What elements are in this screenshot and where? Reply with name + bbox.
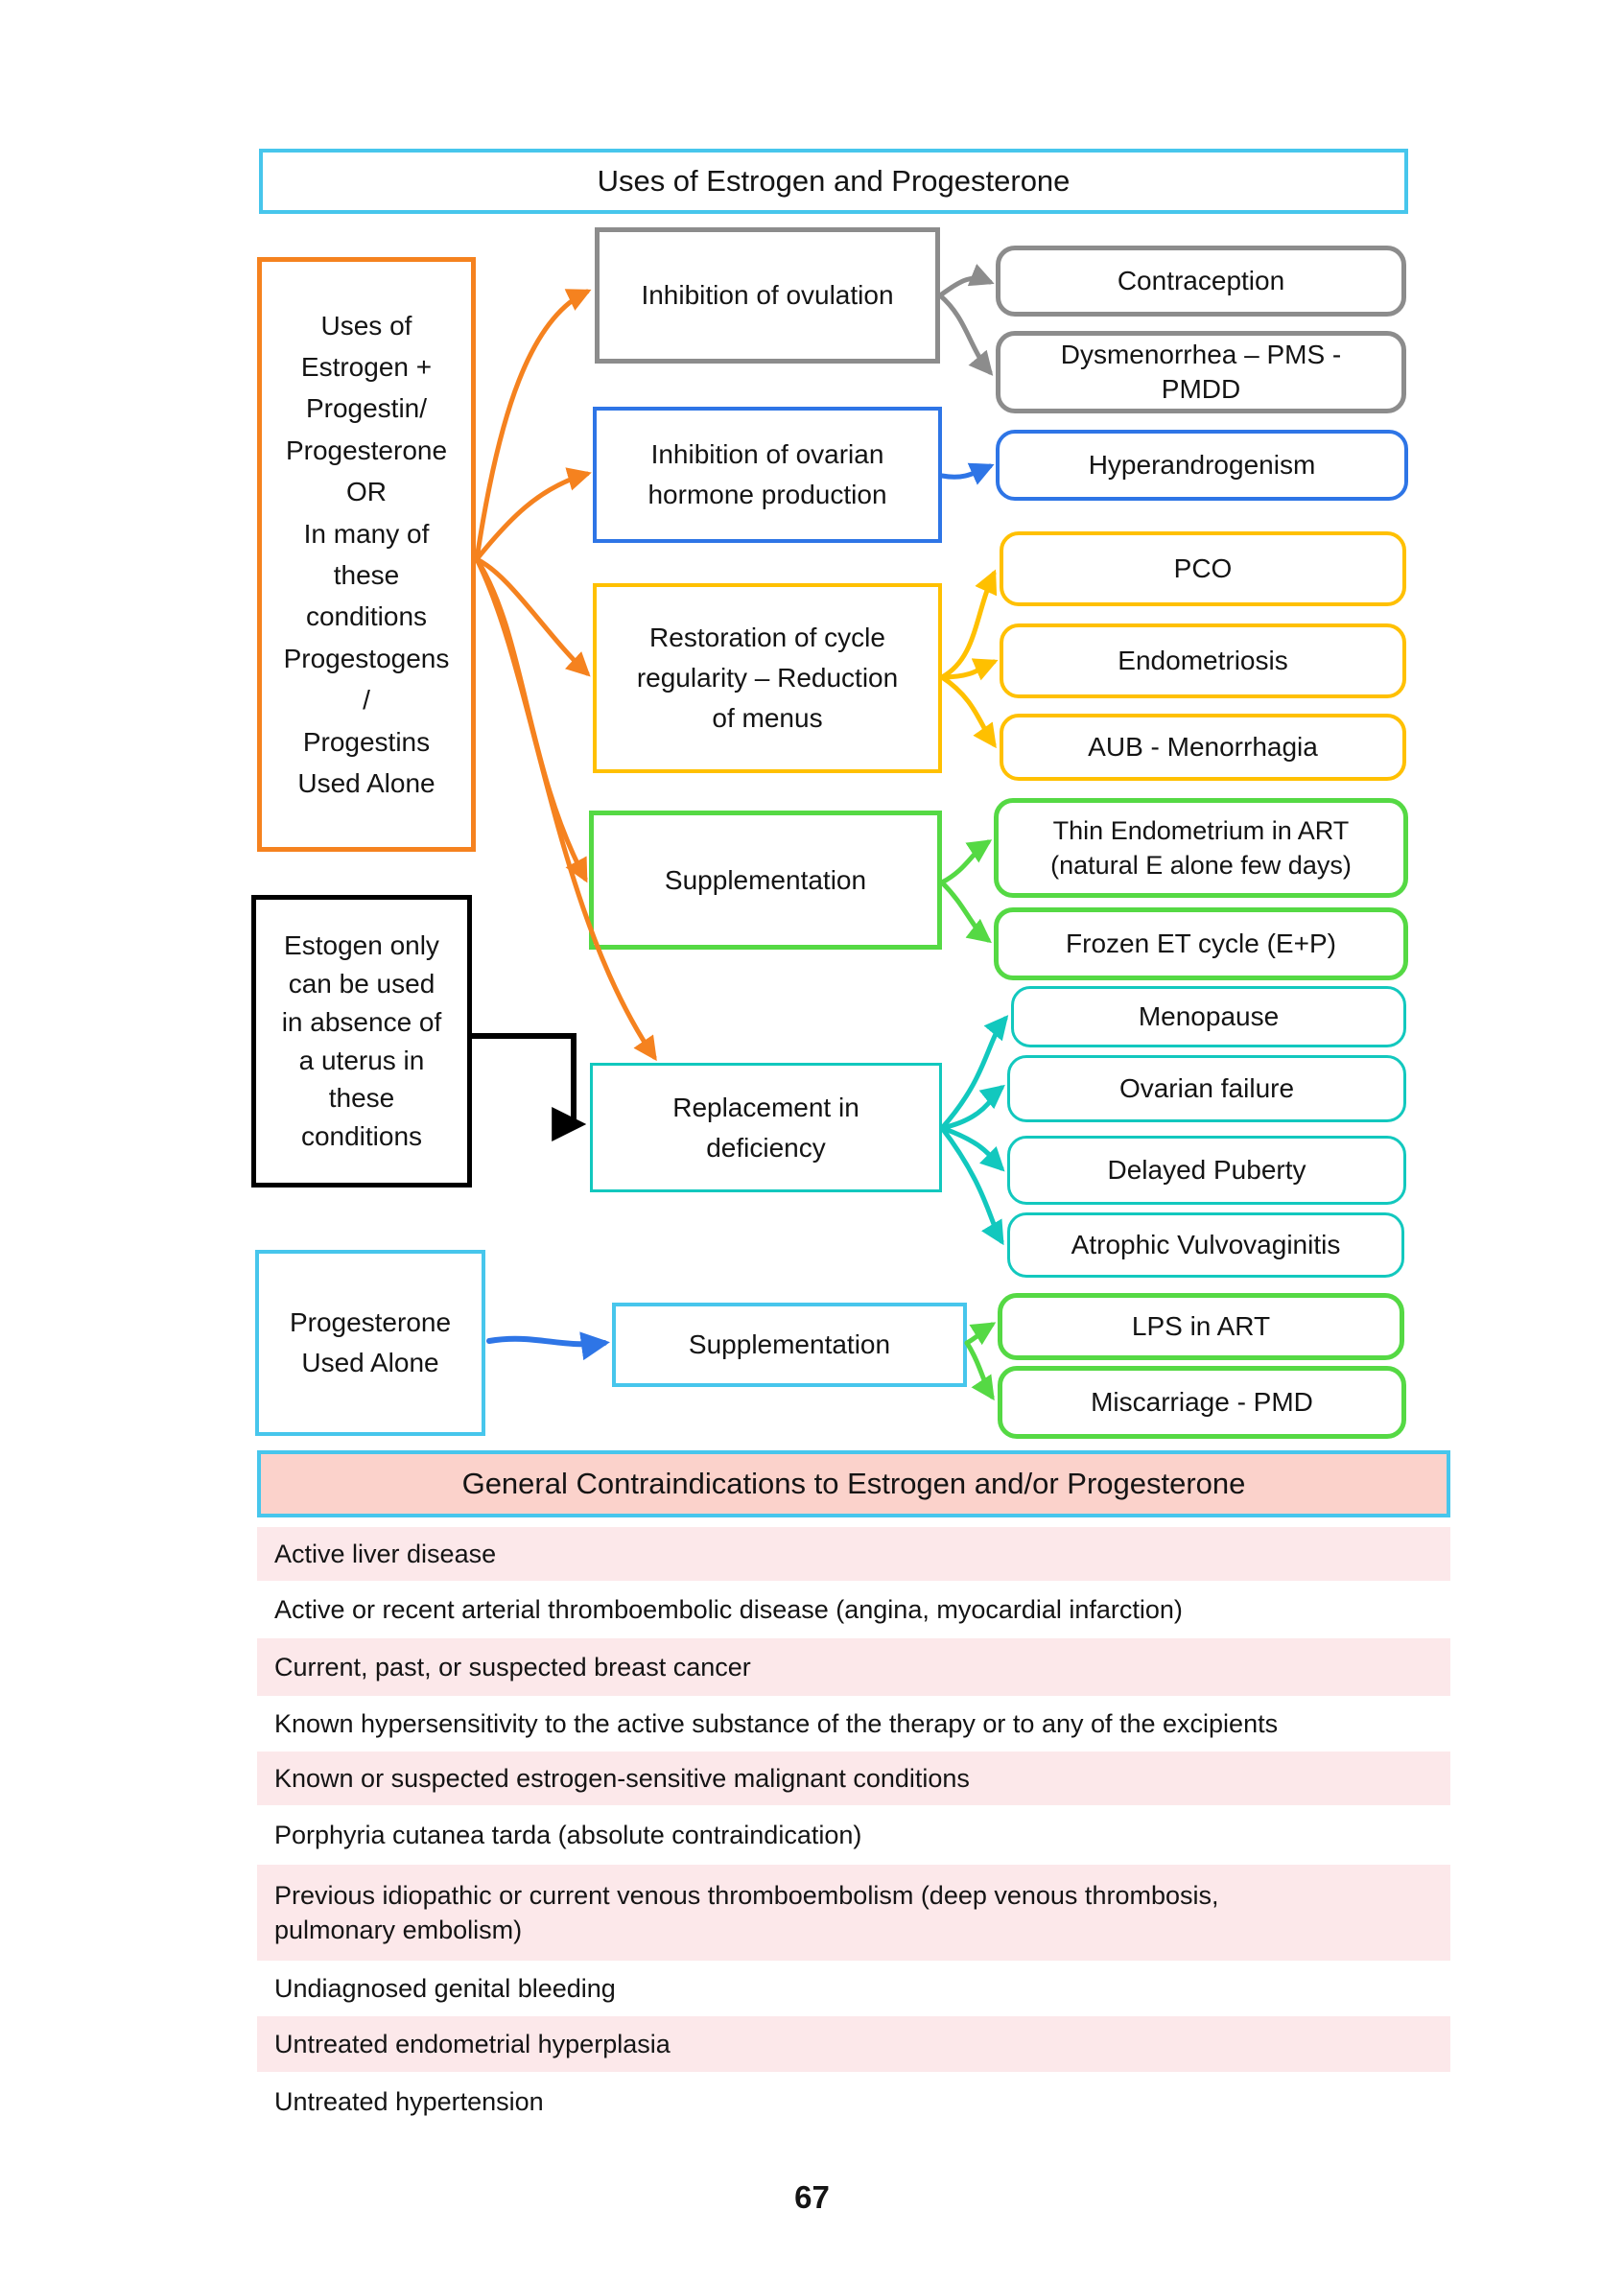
outcome-lps-art-box: LPS in ART [998,1293,1404,1360]
category-inhibition-ovulation-box: Inhibition of ovulation [595,227,940,364]
source-progesterone-alone-box: Progesterone Used Alone [255,1250,485,1436]
outcome-miscarriage-box: Miscarriage - PMD [998,1366,1406,1439]
contraindication-row-5: Known or suspected estrogen-sensitive malignant conditions [257,1752,1450,1805]
outcome-atrophic-vulvovaginitis-box: Atrophic Vulvovaginitis [1007,1212,1404,1278]
arrow-estrogen-only-to-replacement [472,1036,579,1124]
outcome-contraception-box: Contraception [996,246,1406,317]
arrow-ovulation-to-contraception [940,278,990,295]
category-supplementation-progesterone-box: Supplementation [612,1303,967,1387]
outcome-menopause-box: Menopause [1011,986,1406,1047]
arrow-ovarian-hormone-to-hyperandrogenism [942,466,990,477]
outcome-frozen-et-box: Frozen ET cycle (E+P) [994,907,1408,980]
outcome-thin-endometrium-box: Thin Endometrium in ART (natural E alone few days) [994,798,1408,898]
arrow-ovulation-to-dysmenorrhea [940,295,990,372]
arrow-source-to-supplementation [477,559,585,879]
contraindication-row-4: Known hypersensitivity to the active substance of the therapy or to any of the excipients [257,1696,1450,1752]
arrow-supplementation-to-thin-endometrium [942,842,988,882]
page-title: Uses of Estrogen and Progesterone [259,149,1408,214]
contraindication-row-8: Undiagnosed genital bleeding [257,1961,1450,2016]
contraindication-row-3: Current, past, or suspected breast cancer [257,1638,1450,1696]
contraindication-row-6: Porphyria cutanea tarda (absolute contraindication) [257,1805,1450,1865]
arrow-restoration-to-endometriosis [942,662,994,677]
arrow-replacement-to-delayed-puberty [942,1128,1001,1168]
category-restoration-cycle-box: Restoration of cycle regularity – Reduction of menus [593,583,942,773]
arrow-replacement-to-ovarian-failure [942,1088,1001,1128]
arrow-supplementation-to-lps [967,1325,992,1343]
outcome-delayed-puberty-box: Delayed Puberty [1007,1136,1406,1205]
arrow-source-to-ovulation [477,292,587,559]
category-replacement-deficiency-box: Replacement in deficiency [590,1063,942,1192]
page-number: 67 [794,2179,830,2215]
outcome-ovarian-failure-box: Ovarian failure [1007,1055,1406,1122]
outcome-hyperandrogenism-box: Hyperandrogenism [996,430,1408,501]
arrow-source-to-restoration [477,559,587,673]
category-supplementation-estrogen-box: Supplementation [589,811,942,950]
contraindication-row-9: Untreated endometrial hyperplasia [257,2016,1450,2072]
contraindication-row-7: Previous idiopathic or current venous thromboembolism (deep venous thrombosis, pulmonary embolism) [257,1865,1450,1961]
arrow-restoration-to-aub [942,677,994,744]
arrow-replacement-to-menopause [942,1019,1005,1128]
contraindications-banner: General Contraindications to Estrogen and/or Progesterone [257,1450,1450,1517]
contraindication-row-10: Untreated hypertension [257,2072,1450,2131]
outcome-aub-menorrhagia-box: AUB - Menorrhagia [1000,714,1406,781]
arrow-restoration-to-pco [942,574,994,677]
source-estrogen-progestin-box: Uses of Estrogen + Progestin/ Progesterone OR In many of these conditions Progestogens / Progestins Used Alone [257,257,476,852]
arrow-supplementation-to-frozen-et [942,882,988,940]
outcome-pco-box: PCO [1000,531,1406,606]
contraindication-row-1: Active liver disease [257,1527,1450,1581]
category-inhibition-ovarian-hormone-box: Inhibition of ovarian hormone production [593,407,942,543]
arrow-supplementation-to-miscarriage [967,1343,992,1397]
arrow-replacement-to-atrophic [942,1128,1001,1241]
outcome-dysmenorrhea-box: Dysmenorrhea – PMS - PMDD [996,331,1406,413]
source-estrogen-only-box: Estogen only can be used in absence of a uterus in these conditions [251,895,472,1188]
arrow-progesterone-to-supplementation [489,1339,604,1345]
outcome-endometriosis-box: Endometriosis [1000,623,1406,698]
contraindication-row-2: Active or recent arterial thromboembolic disease (angina, myocardial infarction) [257,1581,1450,1638]
arrow-source-to-ovarian-hormone [477,474,587,559]
